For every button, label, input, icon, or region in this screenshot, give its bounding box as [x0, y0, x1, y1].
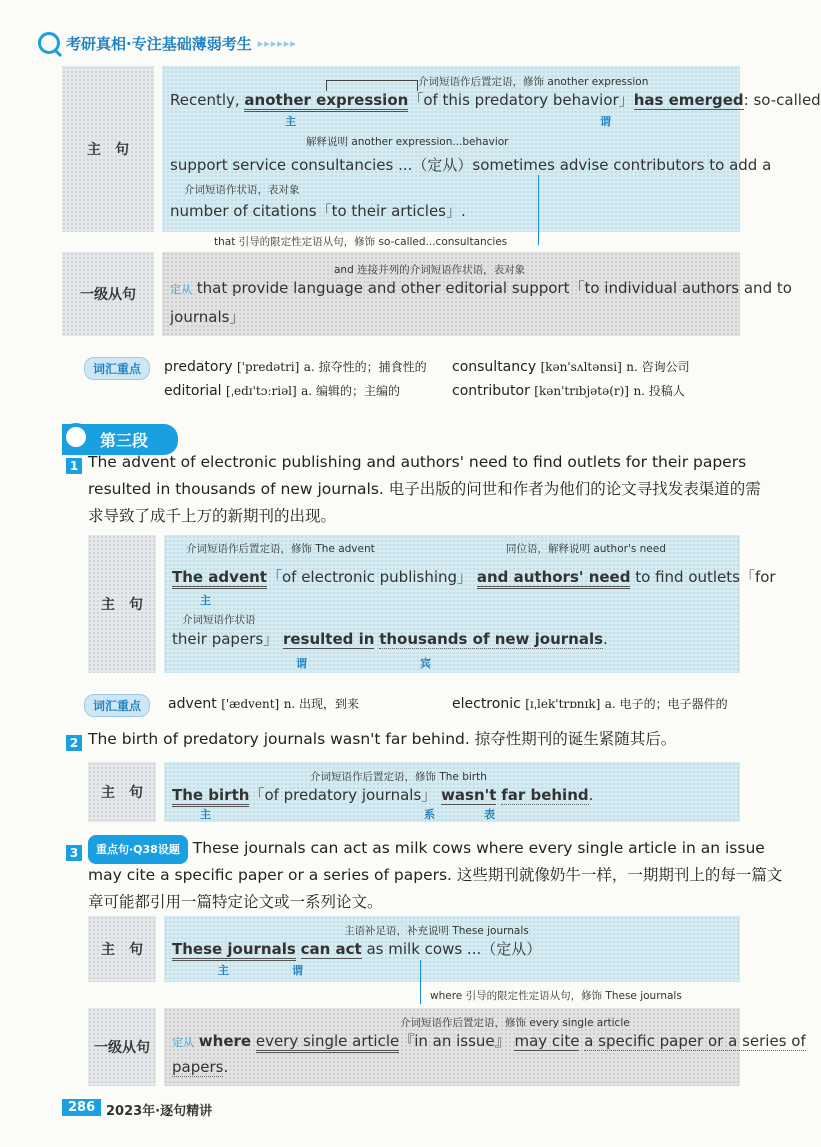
vocab-def: a. 掠夺性的；捕食性的	[303, 360, 427, 374]
annotation: 介词短语作状语，表对象	[184, 184, 300, 196]
sentence-line	[172, 1030, 806, 1051]
object: thousands of new journals	[379, 630, 604, 648]
vocab-word: electronic	[452, 696, 521, 712]
predicative: far behind	[501, 786, 589, 804]
text: their papers」	[172, 630, 279, 648]
text: that provide language and other editorial support「to individual authors and to	[196, 279, 792, 297]
annotation: 主语补足语，补充说明 These journals	[344, 925, 529, 937]
vocab-def: n. 出现，到来	[283, 697, 360, 711]
sentence-line	[172, 784, 593, 805]
search-logo-icon	[38, 32, 60, 54]
text: .	[603, 630, 608, 648]
predicate: can act	[300, 940, 362, 958]
sentence-line	[170, 277, 792, 298]
text: : so-called	[743, 91, 821, 109]
subject: The birth	[172, 786, 249, 807]
vocab-tag: 词汇重点	[84, 694, 150, 717]
linking-verb: wasn't	[441, 786, 497, 804]
text: These journals can act as milk cows where every single article in an issue	[192, 839, 765, 857]
vocab-item	[164, 382, 400, 399]
link-annotation: that 引导的限定性定语从句，修饰 so-called...consultancies	[214, 236, 508, 248]
subject: every single article	[256, 1032, 399, 1053]
sentence-line	[172, 566, 776, 587]
sentence-number: 2	[66, 735, 82, 751]
vocab-word: advent	[168, 696, 217, 712]
predicate: may cite	[514, 1032, 580, 1050]
text: as milk cows ...（定从）	[366, 940, 542, 958]
text: Recently,	[170, 91, 245, 109]
role-predicate: 谓	[296, 657, 307, 670]
sentence-line	[172, 938, 541, 959]
object: a specific paper or a series of	[584, 1032, 806, 1050]
annotation: 解释说明 another expression...behavior	[306, 136, 509, 148]
link-arrow	[420, 960, 421, 1004]
vocab-def: a. 编辑的；主编的	[301, 384, 400, 398]
label-main-clause: 主 句	[88, 762, 156, 822]
link-annotation: where 引导的限定性定语从句，修饰 These journals	[430, 990, 682, 1002]
role-subject: 主	[285, 115, 296, 128]
vocab-phonetic: [kən'sʌltənsi]	[540, 360, 622, 374]
annotation: 介词短语作后置定语，修饰 The advent	[186, 543, 375, 555]
vocab-phonetic: [kən'trɪbjətə(r)]	[534, 384, 629, 398]
modifier: 「of electronic publishing」	[266, 568, 473, 586]
sentence-line: number of citations「to their articles」.	[170, 202, 466, 220]
vocab-word: predatory	[164, 359, 233, 375]
label-main-clause: 主 句	[88, 916, 156, 982]
subject: and authors' need	[477, 568, 631, 589]
vocab-item	[452, 358, 690, 375]
role-predicate: 谓	[600, 115, 611, 128]
text: .	[588, 786, 594, 804]
label-sub-clause: 一级从句	[62, 252, 154, 336]
sentence-text	[88, 835, 765, 864]
vocab-phonetic: ['ædvent]	[221, 697, 280, 711]
role-predicative: 表	[484, 808, 495, 821]
page-number: 286	[62, 1099, 101, 1116]
vocab-tag: 词汇重点	[84, 357, 150, 380]
annotation: 介词短语作后置定语，修饰 The birth	[310, 771, 487, 783]
role-linking: 系	[424, 808, 435, 821]
label-main-clause: 主 句	[88, 535, 156, 673]
key-sentence-tag: 重点句·Q38设题	[88, 835, 188, 864]
role-predicate: 谓	[292, 964, 303, 977]
annotation: 介词短语作后置定语，修饰 another expression	[418, 76, 649, 88]
subject: These journals	[172, 940, 296, 961]
section-title: 第三段	[62, 424, 178, 455]
vocab-word: editorial	[164, 383, 222, 399]
subject: The advent	[172, 568, 267, 589]
page-header	[38, 32, 297, 54]
role-subject: 主	[218, 964, 229, 977]
label-main-clause: 主 句	[62, 66, 154, 232]
modifier: 「of predatory journals」	[249, 786, 437, 804]
search-logo-icon	[62, 423, 90, 451]
annotation: and 连接并列的介词短语作状语，表对象	[334, 264, 526, 276]
text: to find outlets「for	[635, 568, 776, 586]
annotation: 同位语，解释说明 author's need	[506, 543, 666, 555]
link-arrow	[538, 175, 539, 245]
vocab-item	[164, 358, 427, 375]
sentence-line	[170, 89, 821, 110]
role-subject: 主	[200, 594, 211, 607]
sentence-text: may cite a specific paper or a series of papers. 这些期刊就像奶牛一样，一期期刊上的每一篇文	[88, 866, 783, 884]
role-object: 宾	[420, 657, 431, 670]
vocab-item	[452, 695, 728, 712]
role-subject: 主	[200, 808, 211, 821]
vocab-word: contributor	[452, 383, 530, 399]
vocab-phonetic: [ˌedɪ'tɔːriəl]	[226, 384, 297, 398]
vocab-word: consultancy	[452, 359, 537, 375]
vocab-phonetic: [ɪˌlek'trɒnɪk]	[525, 697, 601, 711]
label-sub-clause: 一级从句	[88, 1008, 156, 1086]
vocab-def: n. 投稿人	[633, 384, 685, 398]
sentence-line	[172, 628, 608, 649]
vocab-item	[452, 382, 685, 399]
sentence-line: journals」	[170, 308, 245, 326]
sentence-text: 求导致了成千上万的新期刊的出现。	[88, 507, 337, 525]
sentence-text: The birth of predatory journals wasn't far behind. 掠夺性期刊的诞生紧随其后。	[88, 730, 677, 748]
subject: another expression	[244, 91, 408, 112]
vocab-def: a. 电子的；电子器件的	[604, 697, 728, 711]
annotation: 介词短语作状语	[182, 614, 256, 626]
modifier: 『in an issue』	[399, 1032, 510, 1050]
relative-pronoun: where	[198, 1032, 252, 1050]
text: .	[223, 1058, 229, 1076]
predicate: resulted in	[282, 630, 375, 648]
annotation: 介词短语作后置定语，修饰 every single article	[400, 1017, 630, 1029]
sentence-text: The advent of electronic publishing and authors' need to find outlets for their papers	[88, 453, 747, 471]
header-arrows: ▸▸▸▸▸▸	[257, 36, 297, 50]
sentence-text: 章可能都引用一篇特定论文或一系列论文。	[88, 893, 383, 911]
sentence-line	[172, 1058, 228, 1076]
object: papers	[172, 1058, 224, 1076]
header-title: 考研真相·专注基础薄弱考生	[66, 34, 252, 53]
footer-text: 2023年·逐句精讲	[106, 1104, 213, 1119]
sentence-number: 3	[66, 845, 82, 861]
clause-tag: 定从	[170, 283, 192, 296]
predicate: has emerged	[633, 91, 744, 109]
clause-tag: 定从	[172, 1036, 194, 1049]
sentence-line: support service consultancies ...（定从）sometimes advise contributors to add a	[170, 156, 772, 174]
vocab-item	[168, 695, 359, 712]
vocab-def: n. 咨询公司	[626, 360, 690, 374]
vocab-phonetic: ['predətri]	[236, 360, 300, 374]
modifier: 「of this predatory behavior」	[408, 91, 634, 109]
sentence-text: resulted in thousands of new journals. 电子出版的问世和作者为他们的论文寻找发表渠道的需	[88, 480, 761, 498]
sentence-number: 1	[66, 458, 82, 474]
